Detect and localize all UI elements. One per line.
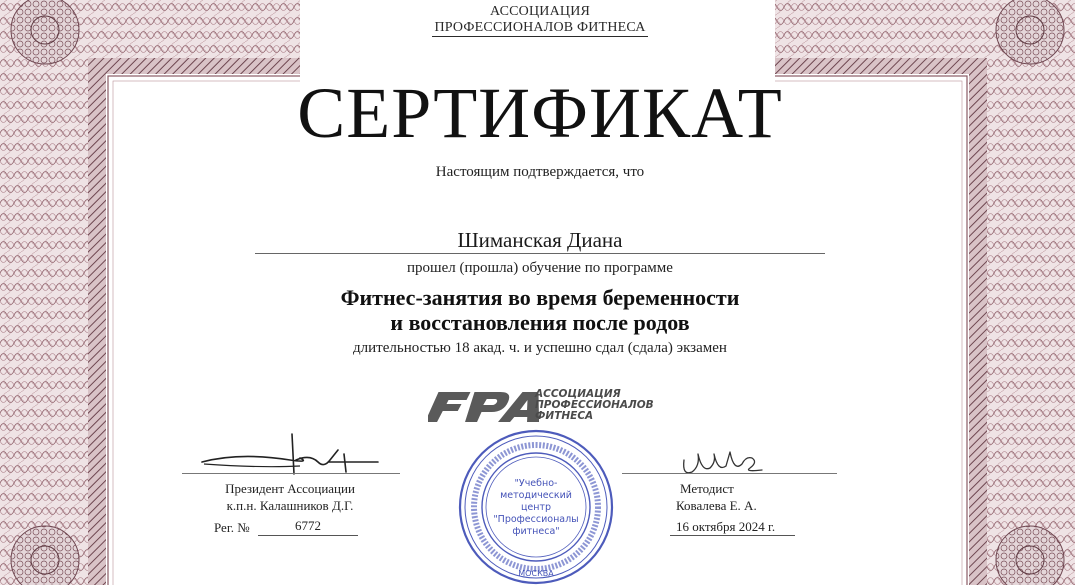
logo-text-line2: ПРОФЕССИОНАЛОВ	[535, 399, 654, 411]
president-signature	[200, 430, 380, 478]
logo-text	[535, 389, 665, 422]
registration-label: Рег. №	[214, 520, 250, 535]
registration-underline	[258, 535, 358, 536]
duration-text: длительностью 18 акад. ч. и успешно сдал (сдала) экзамен	[353, 340, 727, 356]
organization-line2: ПРОФЕССИОНАЛОВ ФИТНЕСА	[434, 20, 646, 35]
stamp-inner-line4: "Профессионалы	[493, 514, 579, 525]
registration-number: 6772	[295, 518, 321, 533]
program-line1: Фитнес-занятия во время беременности	[340, 285, 740, 310]
organization-header	[380, 4, 700, 37]
passed-text: прошел (прошла) обучение по программе	[407, 260, 673, 276]
name-underline	[255, 253, 825, 254]
stamp-inner-line3: центр	[520, 502, 552, 513]
stamp-inner-line5: фитнеса"	[512, 526, 560, 537]
confirm-text: Настоящим подтверждается, что	[435, 164, 645, 180]
issue-date: 16 октября 2024 г.	[676, 519, 776, 534]
president-title: Президент Ассоциации	[225, 481, 355, 496]
methodist-title: Методист	[680, 481, 734, 496]
president-signature-line	[182, 473, 400, 474]
certificate-title: СЕРТИФИКАТ	[297, 73, 783, 153]
methodist-name: Ковалева Е. А.	[676, 498, 757, 513]
program-line2: и восстановления после родов	[390, 310, 690, 335]
methodist-signature	[680, 446, 770, 482]
stamp-city: МОСКВА	[518, 569, 554, 578]
organization-line1: АССОЦИАЦИЯ	[489, 4, 591, 19]
program-title	[220, 285, 860, 335]
logo-text-line3: ФИТНЕСА	[535, 410, 594, 422]
president-name: к.п.н. Калашников Д.Г.	[226, 498, 354, 513]
recipient-name: Шиманская Диана	[457, 228, 623, 252]
stamp-inner-line1: "Учебно-	[514, 478, 558, 489]
organization-stamp	[457, 428, 615, 586]
date-underline	[670, 535, 795, 536]
logo-text-line1: АССОЦИАЦИЯ	[535, 388, 621, 400]
methodist-signature-line	[622, 473, 837, 474]
stamp-inner-line2: методический	[500, 490, 572, 501]
